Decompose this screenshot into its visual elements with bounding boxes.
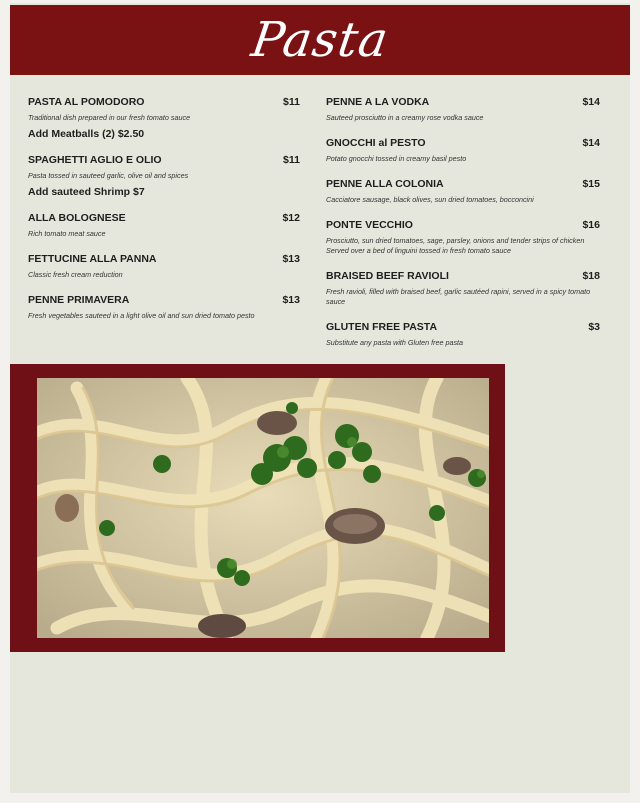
menu-item — [326, 178, 600, 205]
menu-item — [28, 154, 300, 198]
item-price: $11 — [283, 154, 300, 166]
item-price: $14 — [582, 96, 600, 108]
item-description: Cacciatore sausage, black olives, sun dried tomatoes, bocconcini — [326, 195, 534, 204]
right-column — [326, 96, 600, 358]
item-description: Pasta tossed in sauteed garlic, olive oil and spices — [28, 171, 189, 180]
left-column — [28, 96, 300, 331]
item-name: PENNE ALLA COLONIA — [326, 178, 444, 190]
menu-item — [28, 212, 300, 239]
menu-item — [326, 219, 600, 256]
item-price: $14 — [582, 137, 600, 149]
item-description: Classic fresh cream reduction — [28, 270, 123, 279]
menu-item — [28, 253, 300, 280]
menu-item — [326, 270, 600, 307]
item-name: SPAGHETTI AGLIO E OLIO — [28, 154, 162, 166]
item-description: Potato gnocchi tossed in creamy basil pesto — [326, 154, 467, 163]
item-price: $13 — [282, 253, 300, 265]
item-name: GNOCCHI al PESTO — [326, 137, 426, 149]
item-addon: Add Meatballs (2) $2.50 — [28, 128, 145, 140]
photo-frame — [10, 364, 505, 652]
item-description: Prosciutto, sun dried tomatoes, sage, parsley, onions and tender strips of chicken — [326, 236, 585, 245]
item-description: Substitute any pasta with Gluten free pasta — [326, 338, 464, 347]
item-name: PASTA AL POMODORO — [28, 96, 145, 108]
item-price: $13 — [282, 294, 300, 306]
item-name: GLUTEN FREE PASTA — [326, 321, 438, 333]
item-description: Sauteed prosciutto in a creamy rose vodka sauce — [326, 113, 484, 122]
menu-title: Pasta — [247, 12, 393, 68]
item-name: PONTE VECCHIO — [326, 219, 413, 231]
menu-item — [28, 96, 300, 140]
pasta-illustration — [37, 378, 489, 638]
item-name: ALLA BOLOGNESE — [28, 212, 126, 224]
item-price: $11 — [283, 96, 300, 108]
item-description-2: Served over a bed of linguini tossed in fresh tomato sauce — [326, 246, 511, 255]
menu-item — [326, 321, 600, 348]
item-price: $16 — [582, 219, 600, 231]
item-name: FETTUCINE ALLA PANNA — [28, 253, 157, 265]
item-price: $3 — [588, 321, 600, 333]
item-description: Traditional dish prepared in our fresh tomato sauce — [28, 113, 191, 122]
item-name: PENNE A LA VODKA — [326, 96, 430, 108]
item-description: Fresh vegetables sauteed in a light olive oil and sun dried tomato pesto — [28, 311, 255, 320]
item-price: $12 — [282, 212, 300, 224]
menu-item — [28, 294, 300, 321]
item-addon: Add sauteed Shrimp $7 — [28, 186, 145, 198]
item-description: Rich tomato meat sauce — [28, 229, 106, 238]
menu-item — [326, 96, 600, 123]
item-name: PENNE PRIMAVERA — [28, 294, 130, 306]
item-price: $15 — [582, 178, 600, 190]
item-price: $18 — [582, 270, 600, 282]
item-name: BRAISED BEEF RAVIOLI — [326, 270, 449, 282]
title-banner — [10, 5, 630, 75]
menu-item — [326, 137, 600, 164]
item-description: Fresh ravioli, filled with braised beef, garlic sautéed rapini, served in a spicy tomato sauce — [326, 287, 591, 306]
pasta-photo — [37, 378, 489, 638]
